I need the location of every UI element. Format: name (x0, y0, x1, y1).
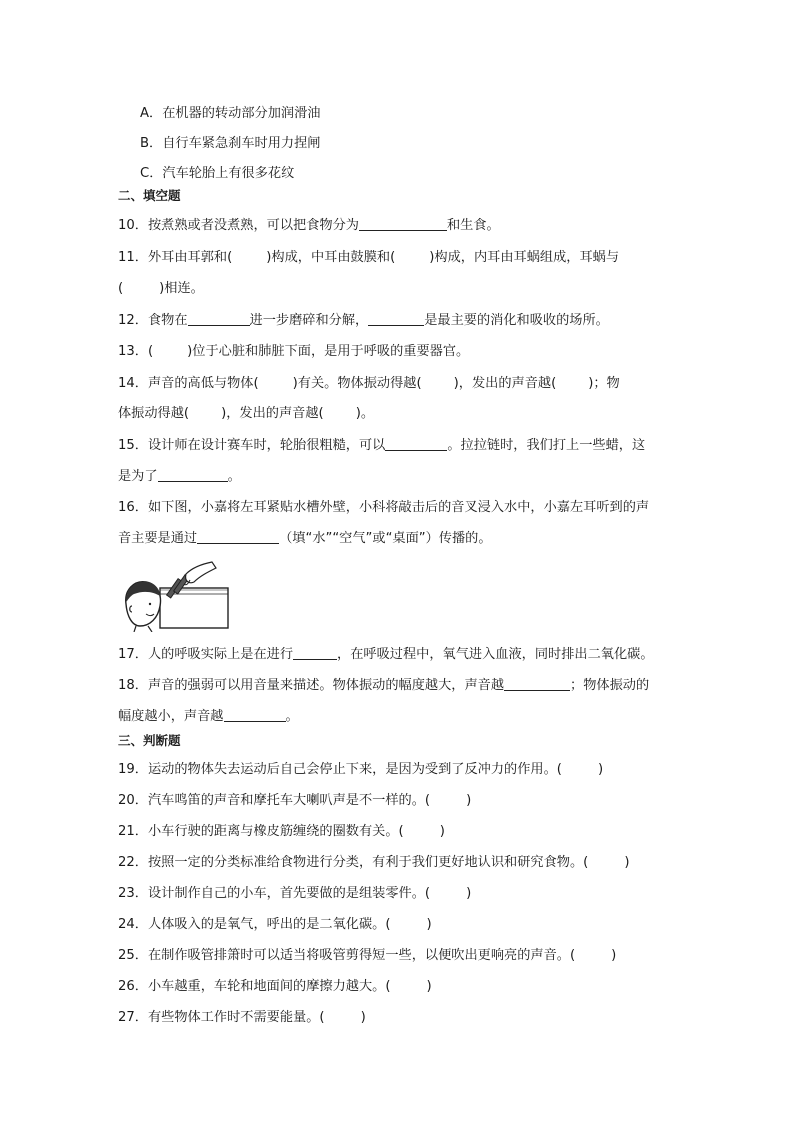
question-text: 小车越重，车轮和地面间的摩擦力越大。 (147, 979, 386, 994)
question-number: 20． (118, 793, 148, 808)
question-text: 幅度越小，声音越 (118, 709, 224, 724)
question-text: 运动的物体失去运动后自己会停止下来，是因为受到了反冲力的作用。 (147, 762, 557, 777)
question-text: ( (147, 344, 154, 359)
question-16-cont (118, 529, 492, 549)
question-text: 按煮熟或者没煮熟，可以把食物分为 (147, 218, 359, 233)
question-14-cont (118, 404, 374, 424)
paren-open: ( (385, 917, 391, 932)
paren-close: ) (360, 1010, 366, 1025)
question-text: )，发出的声音越( (453, 376, 557, 391)
question-text: 如下图，小嘉将左耳紧贴水槽外壁，小科将敲击后的音叉浸入水中，小嘉左耳听到的声 (147, 500, 650, 515)
question-text: 音主要是通过 (118, 531, 198, 546)
question-25 (118, 946, 616, 966)
question-number: 21． (118, 824, 148, 839)
answer-blank[interactable] (368, 311, 424, 326)
question-text: ；物体振动的 (570, 678, 650, 693)
hand-icon (184, 562, 216, 585)
question-number: 18． (118, 678, 148, 693)
answer-blank[interactable] (158, 467, 228, 482)
question-14 (118, 374, 620, 394)
paren-close: ) (426, 979, 432, 994)
option-text: 自行车紧急刹车时用力捏闸 (162, 136, 321, 151)
paren-open: ( (424, 886, 431, 901)
question-18 (118, 676, 649, 696)
question-text: 进一步磨碎和分解， (249, 313, 369, 328)
question-number: 22． (118, 855, 148, 870)
answer-blank[interactable] (293, 645, 337, 660)
question-text: 。拉拉链时，我们打上一些蜡，这 (447, 438, 646, 453)
question-text: （填“水”“空气”或“桌面”）传播的。 (279, 531, 492, 546)
question-text: )。 (355, 406, 375, 421)
question-number: 13． (118, 344, 148, 359)
question-12 (118, 311, 609, 331)
answer-blank[interactable] (188, 311, 250, 326)
question-text: 小车行驶的距离与橡皮筋缠绕的圈数有关。 (147, 824, 399, 839)
section-title-true-false: 三、判断题 (118, 733, 181, 748)
question-16 (118, 498, 649, 518)
question-27 (118, 1008, 366, 1028)
option-letter: C． (140, 166, 163, 181)
question-text: )构成，中耳由鼓膜和( (266, 250, 396, 265)
option-text: 汽车轮胎上有很多花纹 (162, 166, 295, 181)
question-number: 27． (118, 1010, 148, 1025)
question-11-cont (118, 279, 204, 299)
question-text: 体振动得越( (118, 406, 190, 421)
question-text: 外耳由耳郭和( (147, 250, 233, 265)
question-18-cont (118, 707, 299, 727)
question-number: 16． (118, 500, 148, 515)
paren-open: ( (556, 762, 562, 777)
question-number: 17． (118, 647, 148, 662)
question-13 (118, 342, 469, 362)
question-21 (118, 822, 445, 842)
question-number: 11． (118, 250, 148, 265)
question-text: )位于心脏和肺脏下面，是用于呼吸的重要器官。 (187, 344, 470, 359)
question-text: 设计制作自己的小车，首先要做的是组装零件。 (147, 886, 425, 901)
paren-open: ( (385, 979, 391, 994)
question-number: 19． (118, 762, 148, 777)
question-22 (118, 853, 629, 873)
question-text: 在制作吸管排箫时可以适当将吸管剪得短一些，以便吹出更响亮的声音。 (147, 948, 570, 963)
question-26 (118, 977, 432, 997)
paren-open: ( (424, 793, 431, 808)
question-number: 26． (118, 979, 148, 994)
question-11 (118, 248, 619, 268)
paren-open: ( (583, 855, 589, 870)
question-text: 汽车鸣笛的声音和摩托车大喇叭声是不一样的。 (147, 793, 425, 808)
question-number: 25． (118, 948, 148, 963)
question-19 (118, 760, 603, 780)
question-number: 12． (118, 313, 148, 328)
question-number: 10． (118, 218, 148, 233)
answer-blank[interactable] (197, 529, 279, 544)
question-text: 设计师在设计赛车时，轮胎很粗糙，可以 (147, 438, 386, 453)
question-text: 是为了 (118, 469, 158, 484)
child-head-icon (126, 582, 161, 632)
answer-blank[interactable] (385, 436, 447, 451)
question-text: )，发出的声音越( (221, 406, 324, 421)
question-text: )有关。物体振动得越( (292, 376, 422, 391)
paren-open: ( (398, 824, 404, 839)
paren-close: ) (439, 824, 445, 839)
question-text: )；物 (588, 376, 620, 391)
question-text: )构成，内耳由耳蜗组成，耳蜗与 (429, 250, 620, 265)
question-24 (118, 915, 432, 935)
question-text: 按照一定的分类标准给食物进行分类，有利于我们更好地认识和研究食物。 (147, 855, 584, 870)
option-letter: A． (140, 106, 163, 121)
answer-blank[interactable] (359, 216, 447, 231)
paren-close: ) (426, 917, 432, 932)
question-text: 。 (227, 469, 241, 484)
question-number: 23． (118, 886, 148, 901)
question-text: 有些物体工作时不需要能量。 (147, 1010, 320, 1025)
paren-open: ( (569, 948, 576, 963)
paren-close: ) (624, 855, 630, 870)
question-text: 。 (285, 709, 299, 724)
paren-close: ) (466, 886, 472, 901)
question-text: 声音的强弱可以用音量来描述。物体振动的幅度越大，声音越 (147, 678, 505, 693)
option-letter: B． (140, 136, 163, 151)
question-15 (118, 436, 645, 456)
question-text: 是最主要的消化和吸收的场所。 (424, 313, 609, 328)
option-b (140, 134, 321, 154)
paren-close: ) (597, 762, 604, 777)
paren-close: ) (611, 948, 617, 963)
question-text: 人体吸入的是氧气，呼出的是二氧化碳。 (147, 917, 386, 932)
question-text: 和生食。 (446, 218, 500, 233)
paren-open: ( (319, 1010, 325, 1025)
question-text: ，在呼吸过程中，氧气进入血液，同时排出二氧化碳。 (337, 647, 654, 662)
option-text: 在机器的转动部分加润滑油 (162, 106, 321, 121)
answer-blank[interactable] (224, 707, 286, 722)
option-a (140, 104, 320, 124)
question-20 (118, 791, 471, 811)
option-c (140, 164, 294, 184)
question-number: 24． (118, 917, 148, 932)
question-number: 15． (118, 438, 148, 453)
question-text: ( (118, 281, 124, 296)
question-23 (118, 884, 471, 904)
section-title-fill-in: 二、填空题 (118, 188, 181, 203)
question-17 (118, 645, 654, 665)
answer-blank[interactable] (504, 676, 570, 691)
question-text: 声音的高低与物体( (147, 376, 259, 391)
question-16-illustration (120, 560, 232, 632)
question-10 (118, 216, 500, 236)
question-number: 14． (118, 376, 148, 391)
paren-close: ) (466, 793, 472, 808)
question-text: )相连。 (159, 281, 204, 296)
question-text: 人的呼吸实际上是在进行 (147, 647, 294, 662)
question-text: 食物在 (147, 313, 188, 328)
question-15-cont (118, 467, 241, 487)
